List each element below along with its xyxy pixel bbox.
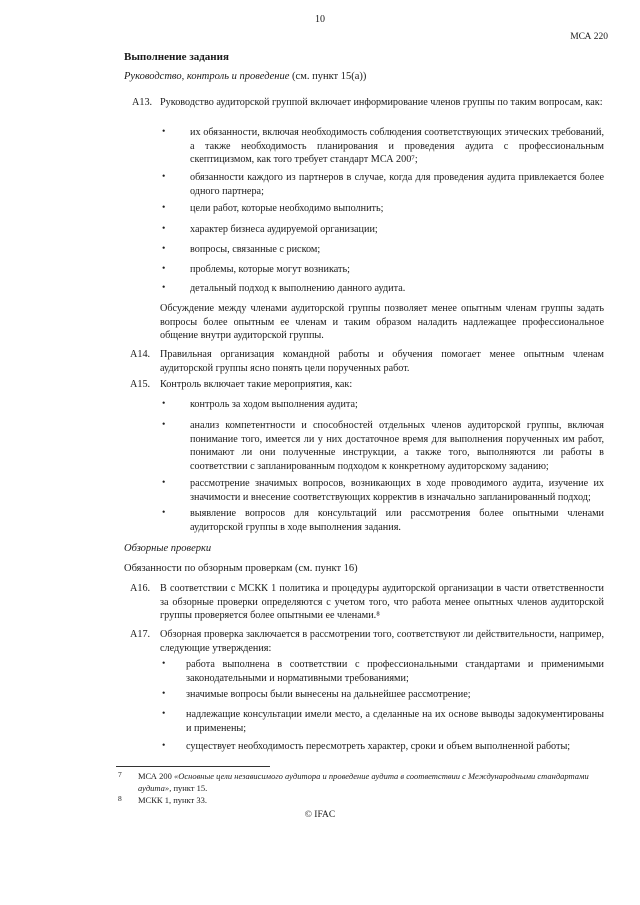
page-number: 10 — [315, 14, 325, 25]
paragraph-a15: Контроль включает такие мероприятия, как: — [160, 379, 353, 390]
paragraph-label-a14: A14. — [130, 349, 151, 360]
subsection-heading-italic: Руководство, контроль и проведение — [124, 71, 290, 82]
subsection-heading-guidance — [124, 71, 366, 82]
bullet-icon: • — [162, 508, 166, 518]
a15-bullet-2: анализ компетентности и способностей отдельных членов аудиторской группы, включая понимание того, имеется ли у них достаточное время для выполнения порученных им работ, понимают ли они полученные инструкции, а также того, выполняются ли работы в соответствии с запланированным подходом к конкретному аудиторскому заданию; — [190, 420, 604, 472]
bullet-icon: • — [162, 689, 166, 699]
footnote-number-8: 8 — [118, 794, 122, 803]
subsection-line-reviews: Обязанности по обзорным проверкам (см. пункт 16) — [124, 563, 358, 574]
a15-bullet-1: контроль за ходом выполнения аудита; — [190, 399, 358, 410]
paragraph-a13: Руководство аудиторской группой включает информирование членов группы по таким вопросам, как: — [160, 97, 603, 108]
footnote-7-prefix: МСА 200 — [138, 771, 174, 781]
bullet-icon: • — [162, 172, 166, 182]
bullet-icon: • — [162, 203, 166, 213]
paragraph-a17: Обзорная проверка заключается в рассмотрении того, соответствуют ли действительности, например, следующие утверждения: — [160, 629, 604, 654]
section-title: Выполнение задания — [124, 51, 229, 63]
paragraph-label-a17: A17. — [130, 629, 151, 640]
bullet-icon: • — [162, 127, 166, 137]
a13-bullet-7: детальный подход к выполнению данного аудита. — [190, 283, 406, 294]
a13-bullet-3: цели работ, которые необходимо выполнить; — [190, 203, 384, 214]
bullet-icon: • — [162, 224, 166, 234]
subsection-heading-italic: Обзорные проверки — [124, 543, 212, 554]
a13-bullet-4: характер бизнеса аудируемой организации; — [190, 224, 378, 235]
footnote-7 — [138, 770, 604, 794]
footnote-7-title: «Основные цели независимого аудитора и проведение аудита в соответствии с Международными стандартами аудита» — [138, 771, 589, 793]
bullet-icon: • — [162, 478, 166, 488]
a13-bullet-6: проблемы, которые могут возникать; — [190, 264, 350, 275]
footnote-8: МСКК 1, пункт 33. — [138, 795, 208, 805]
footnote-divider — [116, 766, 270, 767]
bullet-icon: • — [162, 741, 166, 751]
paragraph-label-a16: A16. — [130, 583, 151, 594]
footnote-number-7: 7 — [118, 770, 122, 779]
bullet-icon: • — [162, 709, 166, 719]
bullet-icon: • — [162, 659, 166, 669]
footnote-7-suffix: , пункт 15. — [169, 783, 208, 793]
paragraph-a14: Правильная организация командной работы и обучения помогает менее опытным членам аудиторской группы ясно понять цели порученных работ. — [160, 349, 604, 374]
standard-code: МСА 220 — [570, 32, 608, 42]
paragraph-label-a15: A15. — [130, 379, 151, 390]
bullet-icon: • — [162, 264, 166, 274]
subsection-heading-reviews — [124, 543, 211, 554]
a13-bullet-2: обязанности каждого из партнеров в случае, когда для проведения аудита привлекается более одного партнера; — [190, 172, 604, 197]
a17-bullet-2: значимые вопросы были вынесены на дальнейшее рассмотрение; — [186, 689, 471, 700]
a13-bullet-1: их обязанности, включая необходимость соблюдения соответствующих этических требований, а также необходимость планирования и проведения аудита с профессиональным скептицизмом, как того требует стандарт МСА 200⁷; — [190, 127, 604, 165]
a17-bullet-4: существует необходимость пересмотреть характер, сроки и объем выполненной работы; — [186, 741, 571, 752]
paragraph-label-a13: A13. — [132, 97, 153, 108]
bullet-icon: • — [162, 399, 166, 409]
a17-bullet-3: надлежащие консультации имели место, а сделанные на их основе выводы задокументированы и применены; — [186, 709, 604, 734]
paragraph-a13-after: Обсуждение между членами аудиторской группы позволяет менее опытным членам группы задать вопросы более опытным ее членам и таким образом наладить надлежащее профессиональное общение внутри аудиторской группы. — [160, 303, 604, 341]
a15-bullet-3: рассмотрение значимых вопросов, возникающих в ходе проводимого аудита, изучение их значимости и внесение соответствующих корректив в изначально запланированный подход; — [190, 478, 604, 503]
a17-bullet-1: работа выполнена в соответствии с профессиональными стандартами и применимыми законодательными и нормативными требованиями; — [186, 659, 604, 684]
footer-copyright: © IFAC — [304, 810, 336, 820]
bullet-icon: • — [162, 283, 166, 293]
bullet-icon: • — [162, 420, 166, 430]
subsection-heading-ref: (см. пункт 15(а)) — [289, 71, 367, 82]
bullet-icon: • — [162, 244, 166, 254]
paragraph-a16: В соответствии с МСКК 1 политика и процедуры аудиторской организации в части ответственности за обзорные проверки определяются с учетом того, что работа менее опытных членов аудиторской группы проверяется более опытными ее членами.⁸ — [160, 583, 604, 621]
a15-bullet-4: выявление вопросов для консультаций или рассмотрения более опытными членами аудиторской группы в ходе выполнения задания. — [190, 508, 604, 533]
a13-bullet-5: вопросы, связанные с риском; — [190, 244, 321, 255]
